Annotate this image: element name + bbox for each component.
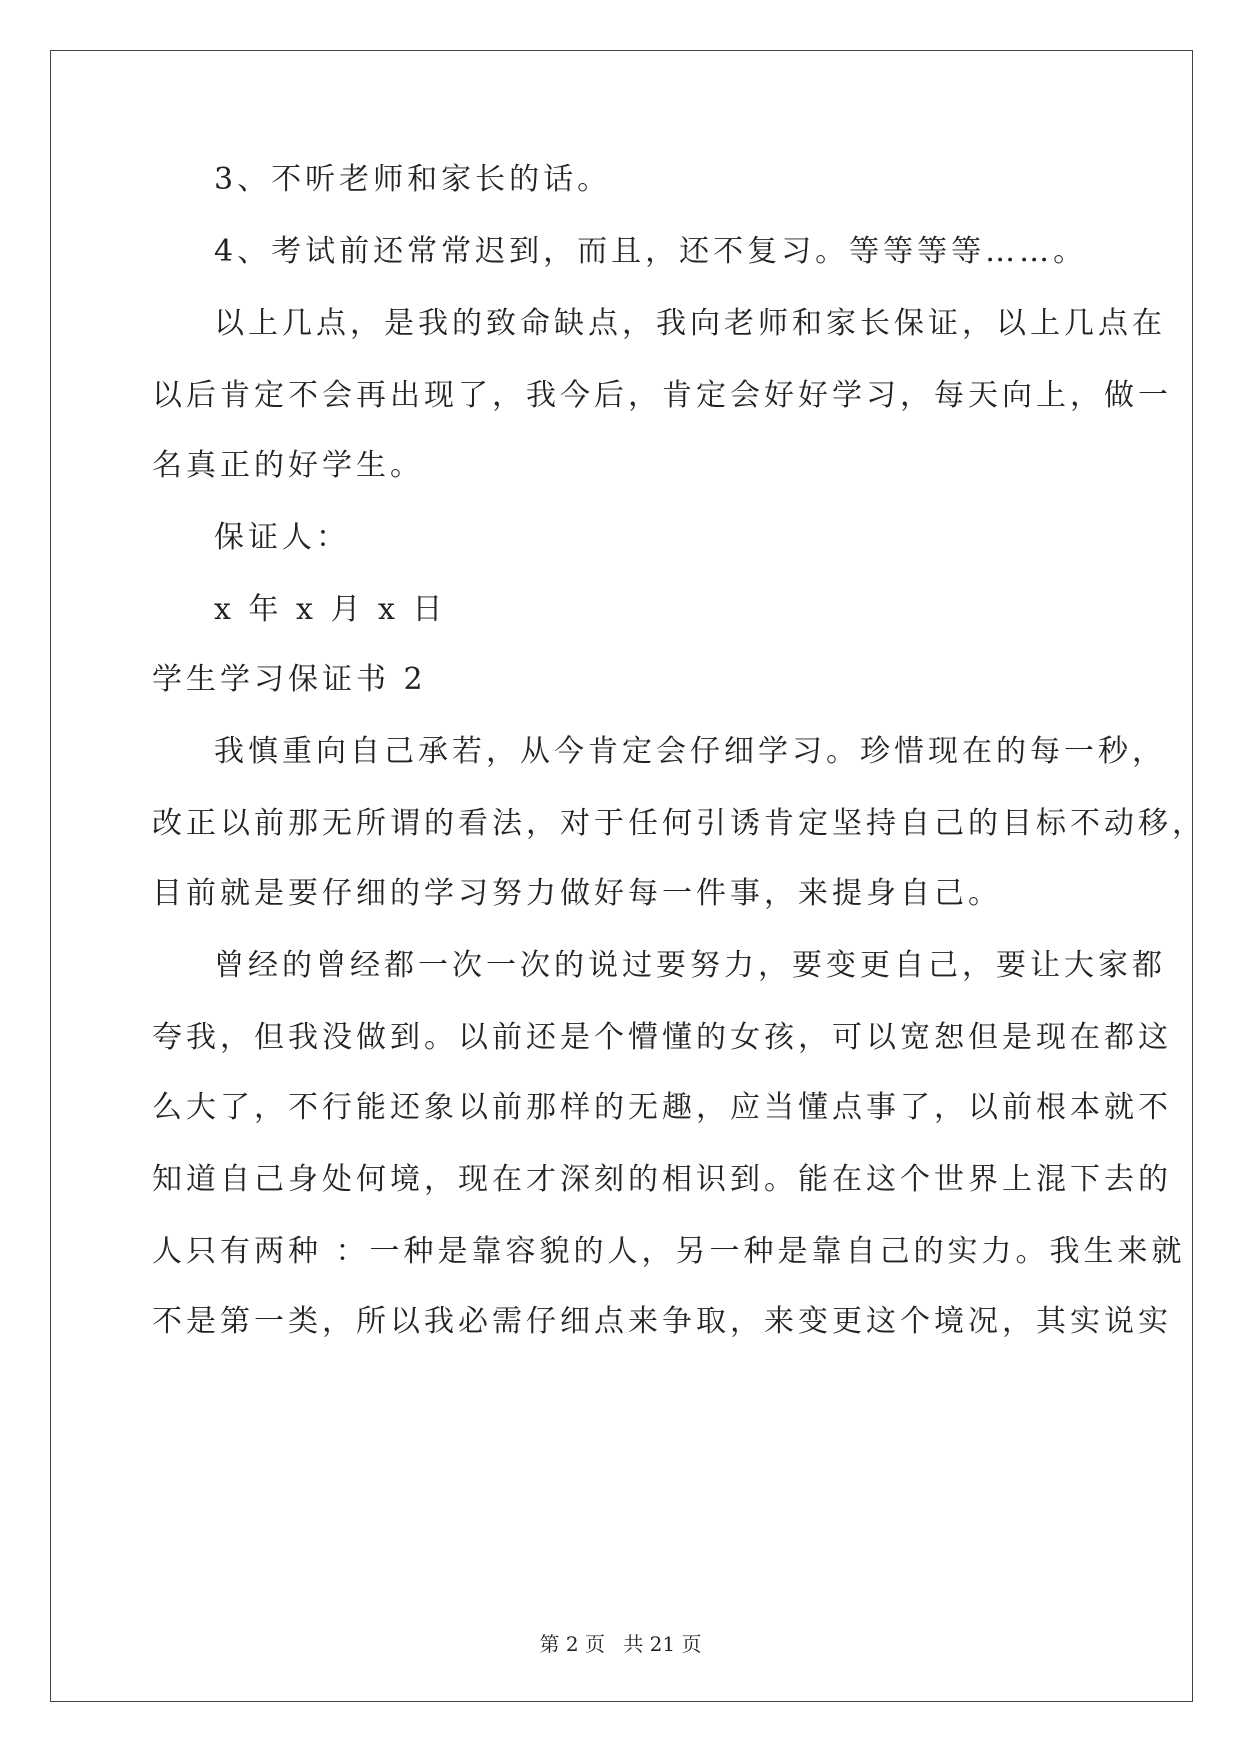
paragraph-line: 以后肯定不会再出现了，我今后，肯定会好好学习，每天向上，做一 [152,378,1172,413]
paragraph-line: 我慎重向自己承若，从今肯定会仔细学习。珍惜现在的每一秒， [214,734,1166,769]
section-heading: 学生学习保证书 2 [152,662,427,697]
paragraph-line: 么大了，不行能还象以前那样的无趣，应当懂点事了，以前根本就不 [152,1090,1172,1125]
paragraph-line: 曾经的曾经都一次一次的说过要努力，要变更自己，要让大家都 [214,948,1166,983]
paragraph-line: 知道自己身处何境，现在才深刻的相识到。能在这个世界上混下去的 [152,1162,1172,1197]
paragraph-line: 不是第一类，所以我必需仔细点来争取，来变更这个境况，其实说实 [152,1304,1172,1339]
page-footer [0,1628,1241,1657]
date-line: x 年 x 月 x 日 [214,592,447,627]
page-number: 第 2 页 [539,1632,605,1656]
page-total: 共 21 页 [623,1632,702,1656]
paragraph-line: 改正以前那无所谓的看法，对于任何引诱肯定坚持自己的目标不动移， [152,806,1206,841]
paragraph-line: 夸我，但我没做到。以前还是个懵懂的女孩，可以宽恕但是现在都这 [152,1020,1172,1055]
paragraph-line: 名真正的好学生。 [152,448,424,483]
list-item-4: 4、考试前还常常迟到，而且，还不复习。等等等等……。 [214,234,1088,269]
paragraph-line: 目前就是要仔细的学习努力做好每一件事，来提身自己。 [152,876,1002,911]
paragraph-line: 以上几点，是我的致命缺点，我向老师和家长保证，以上几点在 [214,306,1166,341]
paragraph-line: 人只有两种 ：一种是靠容貌的人，另一种是靠自己的实力。我生来就 [152,1234,1186,1269]
list-item-3: 3、不听老师和家长的话。 [214,162,612,197]
guarantor-label: 保证人： [214,520,350,555]
